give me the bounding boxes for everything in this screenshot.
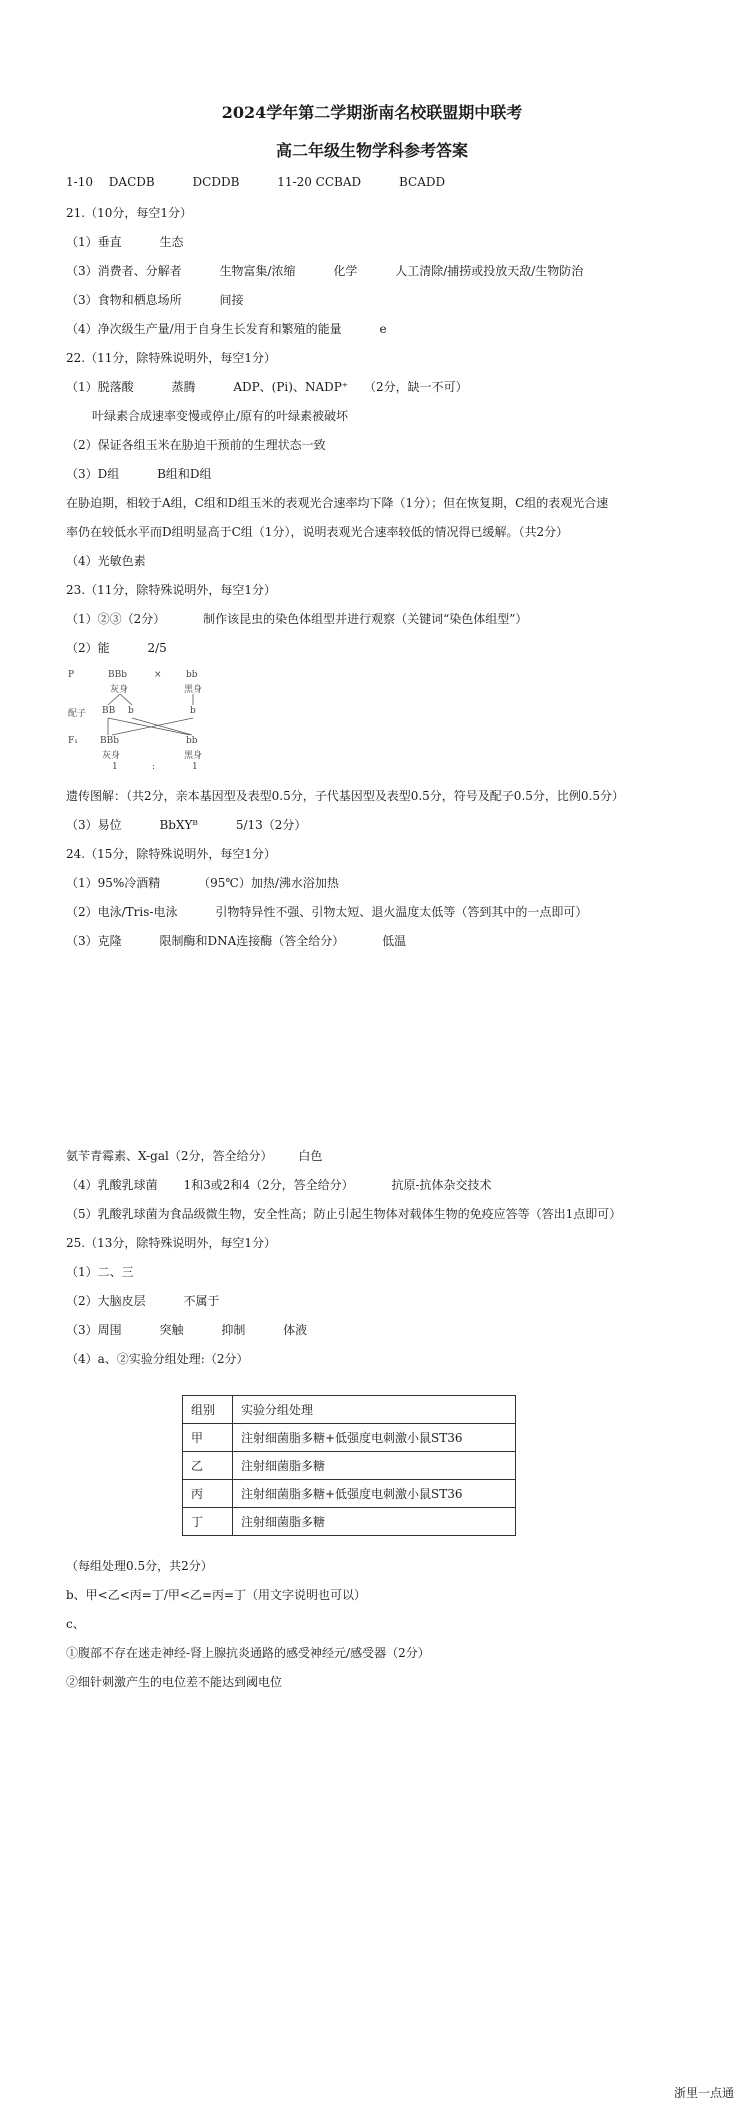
q23-diagram-note: 遗传图解：（共2分，亲本基因型及表型0.5分，子代基因型及表型0.5分，符号及配子0.5分，比例0.5分） [66, 789, 624, 803]
answer-text: 限制酶和DNA连接酶（答全给分） [159, 934, 345, 948]
table-cell: 丙 [183, 1480, 233, 1508]
answer-text: （3）易位 [66, 818, 122, 832]
answer-text: （4）净次级生产量/用于自身生长发育和繁殖的能量 [66, 322, 342, 336]
cross-ratio-colon: : [152, 762, 156, 772]
table-cell: 注射细菌脂多糖 [233, 1452, 516, 1480]
q22-paragraph-line-1: 在胁迫期，相较于A组，C组和D组玉米的表观光合速率均下降（1分）；但在恢复期，C组的表观光合速 [66, 496, 609, 510]
q24-answer-5: （5）乳酸乳球菌为食品级微生物，安全性高；防止引起生物体对载体生物的免疫应答等（答出1点即可） [66, 1207, 622, 1221]
q25-answer-4: （4）a、②实验分组处理:（2分） [66, 1352, 249, 1366]
cross-lines [68, 668, 228, 774]
answer-text: 间接 [219, 293, 244, 307]
cross-f1-genotype-1: BBb [100, 736, 119, 746]
mc-set-2: DCDDB [192, 175, 240, 189]
answer-text: 不属于 [183, 1294, 220, 1308]
mc-range-2: 11-20 [277, 175, 312, 189]
cross-parent-2-phenotype: 黑身 [184, 685, 203, 695]
answer-text: 抗原-抗体杂交技术 [391, 1178, 492, 1192]
answer-text: （3）周围 [66, 1323, 122, 1337]
genetic-cross-diagram [68, 668, 228, 774]
table-cell: 丁 [183, 1508, 233, 1536]
answer-text: （95℃）加热/沸水浴加热 [198, 876, 339, 890]
answer-text: 突触 [159, 1323, 184, 1337]
table-row [183, 1424, 516, 1452]
table-cell: 注射细菌脂多糖 [233, 1508, 516, 1536]
page-title: 2024学年第二学期浙南名校联盟期中联考 [221, 103, 523, 122]
cross-f1-label: F₁ [68, 736, 78, 746]
q21-heading: 21.（10分，每空1分） [66, 206, 192, 220]
q22-answer-4: （4）光敏色素 [66, 554, 146, 568]
page-subtitle: 高二年级生物学科参考答案 [275, 141, 468, 160]
answer-text: （1）②③（2分） [66, 612, 166, 626]
mc-set-4: BCADD [398, 175, 446, 189]
answer-text: 人工清除/捕捞或投放天敌/生物防治 [395, 264, 584, 278]
cross-gamete-2: b [128, 706, 134, 716]
cross-parent-1: BBb [108, 670, 127, 680]
table-row [183, 1508, 516, 1536]
q25-answer-c2: ②细针刺激产生的电位差不能达到阈电位 [66, 1675, 283, 1689]
mc-range-1: 1-10 [66, 175, 93, 189]
table-header-cell: 组别 [183, 1396, 233, 1424]
answer-text: （1）95%冷酒精 [66, 876, 161, 890]
mc-set-1: DACDB [108, 175, 155, 189]
answer-text: （4）乳酸乳球菌 [66, 1178, 158, 1192]
answer-text: （2）能 [66, 641, 110, 655]
q23-answer-2 [66, 640, 167, 656]
q23-answer-1 [66, 611, 527, 627]
cross-ratio-2: 1 [192, 762, 198, 772]
q22-paragraph-line-2: 率仍在较低水平而D组明显高于C组（1分），说明表观光合速率较低的情况得已缓解。（共2分） [66, 525, 569, 539]
answer-text: BbXYᴮ [159, 818, 198, 832]
table-header-row [183, 1396, 516, 1424]
table-header-cell: 实验分组处理 [233, 1396, 516, 1424]
answer-text: 蒸腾 [171, 380, 196, 394]
answer-text: （1）脱落酸 [66, 380, 134, 394]
answer-text: 化学 [333, 264, 358, 278]
answer-text: 生态 [159, 235, 184, 249]
cross-f1-phenotype-2: 黑身 [184, 751, 203, 761]
mc-set-3: CCBAD [315, 175, 362, 189]
q22-answer-2: （2）保证各组玉米在胁迫干预前的生理状态一致 [66, 438, 326, 452]
answer-text: 生物富集/浓缩 [219, 264, 296, 278]
mc-answers [66, 174, 445, 190]
answer-text: 制作该昆虫的染色体组型并进行观察（关键词“染色体组型”） [203, 612, 528, 626]
answer-text: 1和3或2和4（2分，答全给分） [183, 1178, 354, 1192]
q21-answer-2 [66, 263, 583, 279]
cross-f1-phenotype-1: 灰身 [102, 751, 121, 761]
answer-text: B组和D组 [157, 467, 212, 481]
answer-text: （3）克隆 [66, 934, 122, 948]
answer-text: 5/13（2分） [235, 818, 307, 832]
answer-text: ADP、(Pi)、NADP⁺ [233, 380, 349, 394]
answer-text: 氨苄青霉素、X-gal（2分，答全给分） [66, 1149, 273, 1163]
q24-answer-1 [66, 875, 339, 891]
q24-answer-4 [66, 1177, 492, 1193]
cross-p-label: P [68, 670, 75, 680]
q25-heading: 25.（13分，除特殊说明外，每空1分） [66, 1236, 276, 1250]
cross-parent-1-phenotype: 灰身 [110, 685, 129, 695]
table-cell: 乙 [183, 1452, 233, 1480]
answer-text: 引物特异性不强、引物太短、退火温度太低等（答到其中的一点即可） [215, 905, 588, 919]
answer-text: （1）垂直 [66, 235, 122, 249]
answer-text: 白色 [298, 1149, 323, 1163]
table-cell: 注射细菌脂多糖+低强度电刺激小鼠ST36 [233, 1480, 516, 1508]
answer-text: （3）消费者、分解者 [66, 264, 182, 278]
q22-heading: 22.（11分，除特殊说明外，每空1分） [66, 351, 276, 365]
q25-table-note: （每组处理0.5分，共2分） [66, 1559, 213, 1573]
q23-heading: 23.（11分，除特殊说明外，每空1分） [66, 583, 276, 597]
cross-times: × [154, 670, 162, 680]
q24-answer-3b [66, 1148, 322, 1164]
answer-text: （2）电泳/Tris-电泳 [66, 905, 178, 919]
experiment-table [182, 1395, 516, 1536]
answer-text: 2/5 [147, 641, 167, 655]
q21-answer-4 [66, 321, 387, 337]
answer-text: 体液 [283, 1323, 308, 1337]
q22-answer-1 [66, 379, 468, 395]
cross-gamete-label: 配子 [68, 709, 87, 719]
table-cell: 甲 [183, 1424, 233, 1452]
q21-answer-1 [66, 234, 183, 250]
q25-answer-2 [66, 1293, 219, 1309]
q25-answer-3 [66, 1322, 307, 1338]
table-cell: 注射细菌脂多糖+低强度电刺激小鼠ST36 [233, 1424, 516, 1452]
cross-gamete-3: b [190, 706, 196, 716]
q25-answer-1: （1）二、三 [66, 1265, 134, 1279]
answer-text: （2分，缺一不可） [363, 380, 468, 394]
answer-text: e [379, 322, 387, 336]
q21-answer-3 [66, 292, 243, 308]
cross-f1-genotype-2: bb [186, 736, 198, 746]
q24-answer-3 [66, 933, 406, 949]
answer-text: （2）大脑皮层 [66, 1294, 146, 1308]
q22-answer-3 [66, 466, 212, 482]
answer-text: 抑制 [221, 1323, 246, 1337]
table-row [183, 1480, 516, 1508]
answer-text: （3）食物和栖息场所 [66, 293, 182, 307]
answer-text: （3）D组 [66, 467, 120, 481]
q24-answer-2 [66, 904, 587, 920]
q22-answer-1b: 叶绿素合成速率变慢或停止/原有的叶绿素被破坏 [92, 409, 349, 423]
answer-text: 低温 [382, 934, 407, 948]
cross-ratio-1: 1 [112, 762, 118, 772]
table-row [183, 1452, 516, 1480]
footer-watermark: 浙里一点通 [673, 2086, 734, 2100]
q23-answer-3 [66, 817, 306, 833]
q25-answer-c: c、 [66, 1617, 85, 1631]
q25-answer-b: b、甲<乙<丙=丁/甲<乙=丙=丁（用文字说明也可以） [66, 1588, 367, 1602]
cross-parent-2: bb [186, 670, 198, 680]
cross-gamete-1: BB [102, 706, 116, 716]
q24-heading: 24.（15分，除特殊说明外，每空1分） [66, 847, 276, 861]
q25-answer-c1: ①腹部不存在迷走神经-肾上腺抗炎通路的感受神经元/感受器（2分） [66, 1646, 430, 1660]
